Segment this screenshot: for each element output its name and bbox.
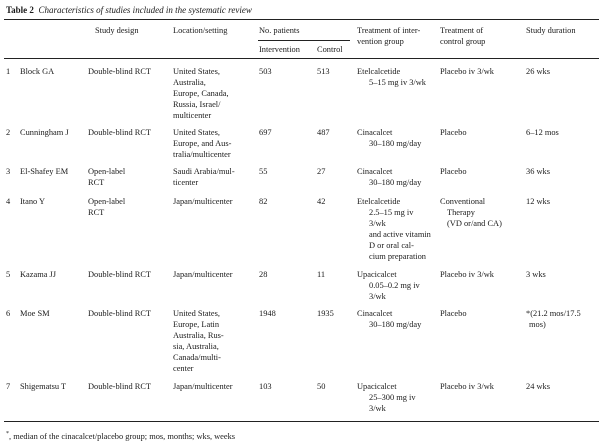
study-name: Itano Y [20,197,46,206]
control-treatment-line: Conventional [440,197,486,206]
table-title: Characteristics of studies included in the systematic review [38,5,252,15]
control-count: 27 [317,167,326,176]
duration-line: 6–12 mos [526,128,559,137]
intervention-count: 697 [259,128,272,137]
control-count: 50 [317,382,326,391]
header-duration: Study duration [526,26,576,35]
design-line: Open-label [88,167,126,176]
study-name: El-Shafey EM [20,167,69,176]
location-line: Europe, Latin [173,320,220,329]
location-line: Russia, Israel/ [173,100,221,109]
header-no-patients: No. patients [259,26,300,35]
study-name: Moe SM [20,309,50,318]
row-number: 3 [6,167,11,176]
control-treatment-line: Placebo iv 3/wk [440,382,494,391]
treatment-line: Etelcalcetide [357,197,401,206]
treatment-line: 3/wk [369,292,386,301]
footnote-text: , median of the cinacalcet/placebo group; mos, months; wks, weeks [9,431,236,441]
location-line: Japan/multicenter [173,197,233,206]
treatment-line: and active vitamin [369,230,431,239]
duration-line: 26 wks [526,67,550,76]
treatment-line: D or oral cal- [369,241,414,250]
location-line: Canada/multi- [173,353,221,362]
intervention-count: 28 [259,270,268,279]
bottom-rule [4,421,599,422]
treatment-line: Cinacalcet [357,128,393,137]
treatment-line: Upacicalcet [357,382,397,391]
control-treatment-line: Therapy [447,208,475,217]
row-number: 1 [6,67,11,76]
treatment-line: Upacicalcet [357,270,397,279]
header-treatment-control-2: control group [440,37,486,46]
location-line: sia, Australia, [173,342,219,351]
treatment-line: 3/wk [369,219,386,228]
patients-subrule [258,40,350,41]
header-study-design: Study design [95,26,139,35]
treatment-line: 2.5–15 mg iv [369,208,414,217]
row-number: 2 [6,128,11,137]
header-treatment-intervention-2: vention group [357,37,404,46]
location-line: center [173,364,194,373]
treatment-line: 25–300 mg iv [369,393,416,402]
treatment-line: 0.05–0.2 mg iv [369,281,420,290]
design-line: Double-blind RCT [88,270,152,279]
intervention-count: 55 [259,167,268,176]
design-line: Double-blind RCT [88,309,152,318]
treatment-line: 3/wk [369,404,386,413]
header-control: Control [317,45,343,54]
control-treatment-line: Placebo iv 3/wk [440,67,494,76]
location-line: Australia, Rus- [173,331,224,340]
intervention-count: 1948 [259,309,276,318]
study-name: Block GA [20,67,55,76]
duration-line: 12 wks [526,197,550,206]
location-line: United States, [173,128,220,137]
treatment-line: 30–180 mg/day [369,139,422,148]
treatment-line: Etelcalcetide [357,67,401,76]
design-line: Double-blind RCT [88,67,152,76]
treatment-line: 5–15 mg iv 3/wk [369,78,426,87]
header-treatment-control-1: Treatment of [440,26,484,35]
control-count: 513 [317,67,330,76]
duration-line: 3 wks [526,270,546,279]
intervention-count: 82 [259,197,268,206]
design-line: Double-blind RCT [88,382,152,391]
treatment-line: Cinacalcet [357,309,393,318]
control-treatment-line: (VD or/and CA) [447,219,502,228]
design-line: RCT [88,178,105,187]
header-treatment-intervention-1: Treatment of inter- [357,26,421,35]
top-rule [4,19,599,20]
location-line: ticenter [173,178,199,187]
treatment-line: 30–180 mg/day [369,178,422,187]
control-count: 487 [317,128,330,137]
control-treatment-line: Placebo iv 3/wk [440,270,494,279]
duration-line: mos) [529,320,546,329]
study-name: Shigematsu T [20,382,67,391]
location-line: Europe, and Aus- [173,139,232,148]
control-treatment-line: Placebo [440,128,467,137]
row-number: 4 [6,197,11,206]
control-count: 42 [317,197,326,206]
location-line: United States, [173,309,220,318]
location-line: multicenter [173,111,212,120]
header-location: Location/setting [173,26,228,35]
design-line: RCT [88,208,105,217]
table-label: Table 2 [6,5,34,15]
design-line: Double-blind RCT [88,128,152,137]
footnote [6,431,235,441]
control-treatment-line: Placebo [440,309,467,318]
location-line: Europe, Canada, [173,89,229,98]
location-line: Japan/multicenter [173,382,233,391]
treatment-line: 30–180 mg/day [369,320,422,329]
duration-line: 36 wks [526,167,550,176]
treatment-line: cium preparation [369,252,426,261]
control-count: 11 [317,270,326,279]
intervention-count: 103 [259,382,272,391]
row-number: 6 [6,309,11,318]
row-number: 7 [6,382,11,391]
row-number: 5 [6,270,11,279]
duration-line: 24 wks [526,382,550,391]
study-name: Cunningham J [20,128,69,137]
control-count: 1935 [317,309,334,318]
treatment-line: Cinacalcet [357,167,393,176]
header-intervention: Intervention [259,45,300,54]
design-line: Open-label [88,197,126,206]
location-line: Saudi Arabia/mul- [173,167,235,176]
table-caption [6,5,252,15]
location-line: Australia, [173,78,206,87]
header-rule [4,58,599,59]
location-line: United States, [173,67,220,76]
intervention-count: 503 [259,67,272,76]
location-line: Japan/multicenter [173,270,233,279]
footnote-marker: * [6,431,9,437]
duration-line: *(21.2 mos/17.5 [526,309,581,318]
location-line: tralia/multicenter [173,150,231,159]
control-treatment-line: Placebo [440,167,467,176]
study-name: Kazama JJ [20,270,57,279]
